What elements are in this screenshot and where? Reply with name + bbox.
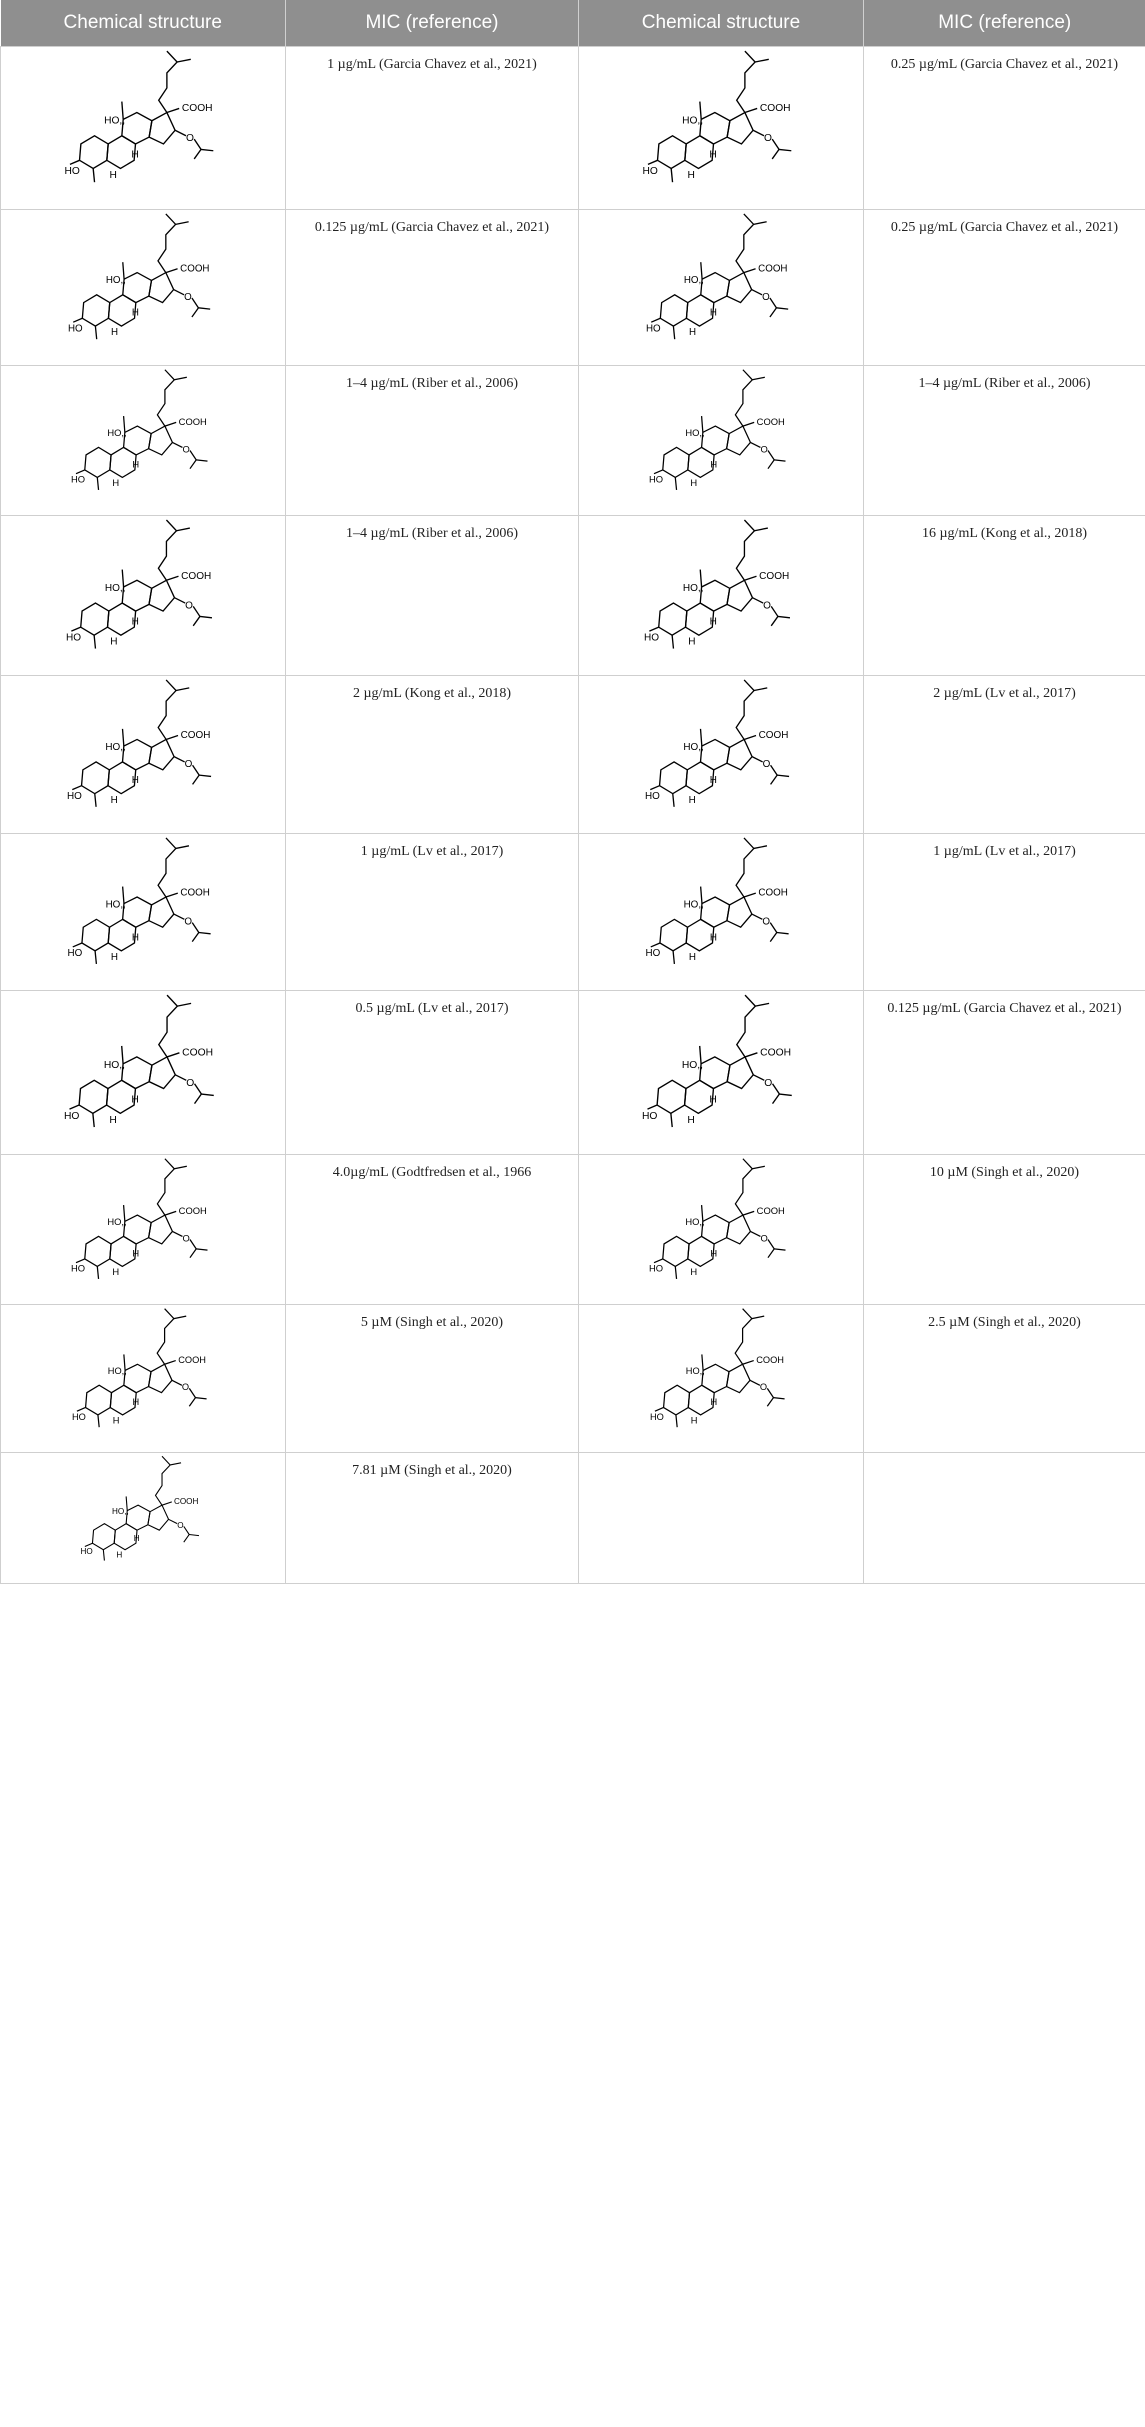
h-label: H (112, 1415, 120, 1426)
mic-reference-cell: 2 µg/mL (Lv et al., 2017) (864, 676, 1145, 834)
ring-substituent-label: HO (64, 165, 80, 177)
h-label: H (109, 170, 117, 182)
cooh-label: COOH (181, 103, 213, 115)
table-row (1, 366, 1145, 516)
chemical-structure-drawing (28, 676, 258, 828)
table-header-row (1, 0, 1145, 47)
structure-cell (1, 210, 286, 366)
hydroxyl-label: HO,, (112, 1506, 129, 1516)
table-row (1, 1305, 1145, 1453)
structure-cell (1, 676, 286, 834)
cooh-label: COOH (180, 263, 210, 275)
table-row (1, 834, 1145, 991)
chemical-structure-drawing (28, 210, 258, 360)
ester-o-label: O (186, 133, 194, 145)
table-row (1, 210, 1145, 366)
ring-substituent-label: HO (67, 948, 83, 960)
cooh-label: COOH (178, 415, 207, 427)
hydroxyl-label: HO,, (682, 582, 704, 594)
structure-cell (1, 47, 286, 210)
structure-cell (1, 1155, 286, 1305)
ring-substituent-label: HO (72, 1411, 86, 1422)
chemical-structure-drawing (606, 47, 836, 204)
h-label: H (709, 1094, 717, 1106)
ring-substituent-label: HO (80, 1547, 93, 1557)
structure-cell (1, 991, 286, 1155)
mic-reference-cell: 1 µg/mL (Lv et al., 2017) (864, 834, 1145, 991)
mic-reference-cell: 1–4 µg/mL (Riber et al., 2006) (864, 366, 1145, 516)
ring-substituent-label: HO (649, 473, 664, 485)
h-label: H (709, 149, 717, 161)
ring-substituent-label: HO (66, 632, 82, 644)
hydroxyl-label: HO,, (107, 1216, 127, 1228)
ester-o-label: O (764, 133, 772, 145)
structure-cell (579, 516, 864, 676)
structure-cell (579, 834, 864, 991)
structure-cell (579, 1155, 864, 1305)
ring-substituent-label: HO (645, 948, 661, 960)
table-row (1, 676, 1145, 834)
h-label: H (710, 1247, 718, 1259)
h-label: H (690, 1266, 698, 1278)
cooh-label: COOH (758, 730, 789, 742)
cooh-label: COOH (756, 1355, 784, 1366)
h-label: H (131, 932, 139, 944)
h-label: H (709, 932, 717, 944)
chemical-structure-drawing (28, 991, 258, 1149)
hydroxyl-label: HO,, (107, 427, 127, 439)
mic-reference-cell: 0.125 µg/mL (Garcia Chavez et al., 2021) (864, 991, 1145, 1155)
chemical-structure-drawing (606, 366, 836, 510)
chemical-structure-drawing (606, 991, 836, 1149)
table-row (1, 47, 1145, 210)
mic-reference-cell: 1 µg/mL (Lv et al., 2017) (286, 834, 579, 991)
h-label: H (688, 952, 696, 964)
ester-o-label: O (184, 292, 192, 303)
header-chemical-structure: Chemical structure (1, 0, 286, 47)
ring-substituent-label: HO (645, 790, 660, 802)
mic-reference-cell: 2.5 µM (Singh et al., 2020) (864, 1305, 1145, 1453)
ester-o-label: O (764, 1077, 773, 1089)
structure-cell (1, 1305, 286, 1453)
ester-o-label: O (186, 1077, 195, 1089)
h-label: H (133, 1534, 140, 1544)
table-row (1, 516, 1145, 676)
h-label: H (131, 1094, 139, 1106)
chemical-structure-drawing (28, 1305, 258, 1447)
cooh-label: COOH (758, 263, 788, 275)
h-label: H (710, 458, 718, 470)
cooh-label: COOH (178, 1204, 207, 1216)
ring-substituent-label: HO (71, 1262, 86, 1274)
h-label: H (131, 616, 139, 628)
h-label: H (132, 458, 140, 470)
chemical-structure-drawing (606, 516, 836, 670)
h-label: H (710, 1397, 718, 1408)
hydroxyl-label: HO,, (103, 1059, 126, 1071)
h-label: H (131, 307, 139, 319)
mic-reference-cell: 7.81 µM (Singh et al., 2020) (286, 1453, 579, 1584)
ring-substituent-label: HO (644, 632, 660, 644)
h-label: H (689, 327, 697, 339)
ester-o-label: O (184, 759, 193, 771)
ester-o-label: O (760, 443, 768, 455)
hydroxyl-label: HO,, (682, 115, 704, 127)
chemical-structure-drawing (28, 47, 258, 204)
ring-substituent-label: HO (646, 323, 661, 335)
h-label: H (709, 775, 717, 787)
mic-reference-cell: 1–4 µg/mL (Riber et al., 2006) (286, 516, 579, 676)
mic-reference-cell: 1 µg/mL (Garcia Chavez et al., 2021) (286, 47, 579, 210)
ester-o-label: O (760, 1232, 768, 1244)
structure-cell (579, 1453, 864, 1584)
h-label: H (111, 327, 119, 339)
ester-o-label: O (762, 916, 771, 928)
ester-o-label: O (763, 600, 771, 612)
cooh-label: COOH (756, 1204, 785, 1216)
h-label: H (132, 1247, 140, 1259)
structure-cell (1, 834, 286, 991)
cooh-label: COOH (180, 730, 211, 742)
cooh-label: COOH (759, 103, 791, 115)
mic-reference-cell: 0.5 µg/mL (Lv et al., 2017) (286, 991, 579, 1155)
hydroxyl-label: HO,, (107, 1366, 127, 1377)
mic-reference-cell (864, 1453, 1145, 1584)
structure-cell (579, 676, 864, 834)
cooh-label: COOH (178, 1355, 206, 1366)
mic-reference-cell: 4.0µg/mL (Godtfredsen et al., 1966 (286, 1155, 579, 1305)
mic-reference-cell: 2 µg/mL (Kong et al., 2018) (286, 676, 579, 834)
hydroxyl-label: HO,, (105, 899, 126, 911)
mic-reference-cell: 16 µg/mL (Kong et al., 2018) (864, 516, 1145, 676)
h-label: H (112, 1266, 120, 1278)
cooh-label: COOH (173, 1497, 199, 1507)
chemical-structure-drawing (606, 834, 836, 985)
cooh-label: COOH (760, 1047, 792, 1059)
ester-o-label: O (181, 1382, 190, 1393)
ester-o-label: O (184, 916, 193, 928)
hydroxyl-label: HO,, (683, 899, 704, 911)
h-label: H (688, 794, 696, 806)
hydroxyl-label: HO,, (685, 1216, 705, 1228)
chemical-structure-drawing (28, 1453, 258, 1578)
cooh-label: COOH (182, 1047, 214, 1059)
h-label: H (687, 1114, 695, 1126)
chemical-structure-drawing (606, 676, 836, 828)
chemical-structure-drawing (28, 834, 258, 985)
h-label: H (110, 952, 118, 964)
hydroxyl-label: HO,, (683, 275, 704, 287)
h-label: H (109, 1114, 117, 1126)
header-mic-reference: MIC (reference) (286, 0, 579, 47)
hydroxyl-label: HO,, (683, 742, 704, 754)
structure-cell (579, 366, 864, 516)
cooh-label: COOH (756, 415, 785, 427)
hydroxyl-label: HO,, (105, 742, 126, 754)
mic-reference-cell: 0.25 µg/mL (Garcia Chavez et al., 2021) (864, 47, 1145, 210)
mic-reference-cell: 1–4 µg/mL (Riber et al., 2006) (286, 366, 579, 516)
header-mic-reference: MIC (reference) (864, 0, 1145, 47)
mic-reference-cell: 10 µM (Singh et al., 2020) (864, 1155, 1145, 1305)
ester-o-label: O (177, 1521, 184, 1530)
h-label: H (690, 477, 698, 489)
chemical-structure-drawing (28, 1155, 258, 1299)
structure-cell (579, 1305, 864, 1453)
mic-reference-cell: 0.25 µg/mL (Garcia Chavez et al., 2021) (864, 210, 1145, 366)
cooh-label: COOH (180, 887, 210, 899)
h-label: H (110, 794, 118, 806)
h-label: H (709, 307, 717, 319)
h-label: H (131, 775, 139, 787)
chemical-structure-drawing (606, 1305, 836, 1447)
structure-cell (579, 210, 864, 366)
mic-reference-cell: 5 µM (Singh et al., 2020) (286, 1305, 579, 1453)
chemical-structure-drawing (28, 516, 258, 670)
ester-o-label: O (182, 1232, 190, 1244)
ester-o-label: O (185, 600, 193, 612)
ring-substituent-label: HO (64, 1110, 80, 1122)
ester-o-label: O (762, 759, 771, 771)
structure-cell (1, 366, 286, 516)
h-label: H (132, 1397, 140, 1408)
chemical-structure-drawing (28, 366, 258, 510)
hydroxyl-label: HO,, (105, 275, 126, 287)
structure-cell (579, 47, 864, 210)
ester-o-label: O (182, 443, 190, 455)
ring-substituent-label: HO (642, 165, 658, 177)
h-label: H (687, 170, 695, 182)
chemical-structure-drawing (606, 1155, 836, 1299)
table-row (1, 1453, 1145, 1584)
chemical-structure-drawing (606, 210, 836, 360)
hydroxyl-label: HO,, (681, 1059, 704, 1071)
h-label: H (112, 477, 120, 489)
h-label: H (110, 636, 118, 648)
ring-substituent-label: HO (67, 790, 82, 802)
header-chemical-structure: Chemical structure (579, 0, 864, 47)
h-label: H (709, 616, 717, 628)
hydroxyl-label: HO,, (685, 1366, 705, 1377)
ring-substituent-label: HO (650, 1411, 664, 1422)
ester-o-label: O (762, 292, 770, 303)
hydroxyl-label: HO,, (104, 115, 126, 127)
cooh-label: COOH (181, 570, 212, 582)
hydroxyl-label: HO,, (685, 427, 705, 439)
structure-cell (1, 516, 286, 676)
cooh-label: COOH (759, 570, 790, 582)
h-label: H (688, 636, 696, 648)
hydroxyl-label: HO,, (104, 582, 126, 594)
ring-substituent-label: HO (642, 1110, 658, 1122)
cooh-label: COOH (758, 887, 788, 899)
h-label: H (131, 149, 139, 161)
structure-cell (1, 1453, 286, 1584)
h-label: H (690, 1415, 698, 1426)
structure-cell (579, 991, 864, 1155)
ring-substituent-label: HO (649, 1262, 664, 1274)
mic-reference-cell: 0.125 µg/mL (Garcia Chavez et al., 2021) (286, 210, 579, 366)
h-label: H (116, 1550, 123, 1560)
table-row (1, 991, 1145, 1155)
ester-o-label: O (759, 1382, 768, 1393)
ring-substituent-label: HO (68, 323, 83, 335)
table-row (1, 1155, 1145, 1305)
ring-substituent-label: HO (71, 473, 86, 485)
